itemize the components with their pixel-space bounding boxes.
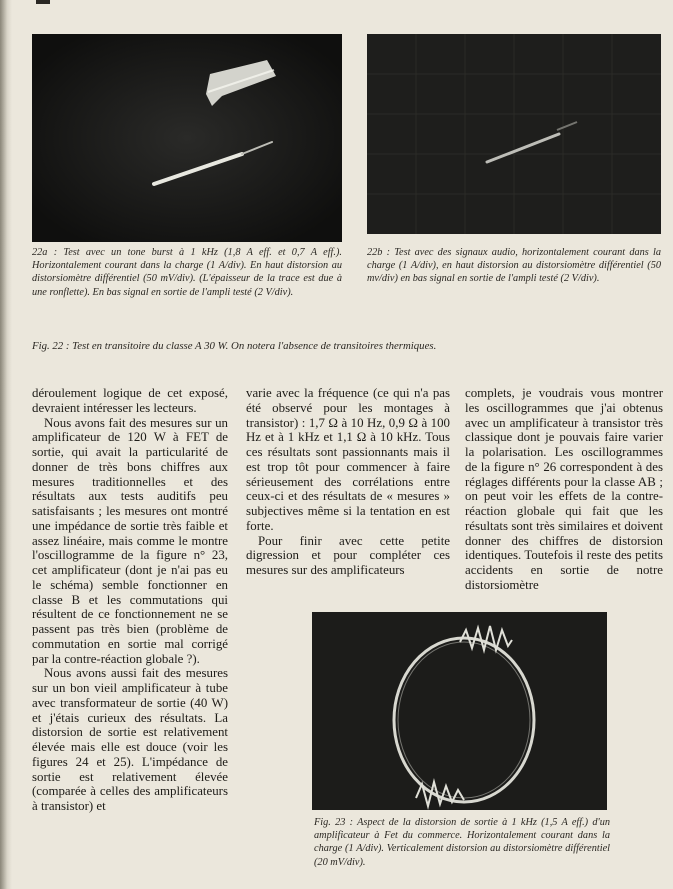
oscillogram-22a: [32, 34, 342, 242]
oscillogram-22b: [367, 34, 661, 234]
top-mark: [36, 0, 50, 4]
caption-fig23: Fig. 23 : Aspect de la distorsion de sortie à 1 kHz (1,5 A eff.) d'un amplificateur à Fet du commerce. Horizontalement courant dans la charge (1 A/div). Verticalement distorsion au distorsiomètre différentiel (20 mV/div).: [314, 817, 610, 868]
oscillogram-22a-trace: [32, 34, 342, 242]
caption-22b: 22b : Test avec des signaux audio, horizontalement courant dans la charge (1 A/div), en haut distorsion au distorsiomètre différentiel (50 mv/div) en bas signal en sortie de l'ampli testé (2 V/div).: [367, 247, 661, 285]
paragraph: Nous avons fait des mesures sur un amplificateur de 120 W à FET de sortie, qui avait la particularité de donner de très bons chiffres aux mesures traditionnelles et des résultats aux tests auditifs peu satisfaisants ; les mesures ont montré une impédance de sortie très faible et assez linéaire, mais comme le montre l'oscillogramme de la figure n° 23, cet amplificateur (dont je n'ai pas eu le schéma) semble fonctionner en classe B et les commutations qui résultent de ce fonctionnement ne se passent pas très bien (problème de commutation en sortie mal corrigé par la contre-réaction globale ?).: [32, 415, 228, 666]
caption-22a: 22a : Test avec un tone burst à 1 kHz (1,8 A eff. et 0,7 A eff.). Horizontalement courant dans la charge (1 A/div). En haut distorsion au distorsiomètre différentiel (50 mV/div). (L'épaisseur de la trace est due à une ronflette). En bas signal en sortie de l'ampli testé (2 V/div).: [32, 247, 342, 298]
paragraph: Nous avons aussi fait des mesures sur un bon vieil amplificateur à tube avec transformateur de sortie (40 W) et j'étais curieux des résultats. La distorsion de sortie est relativement élevée mais elle est douce (voir les figures 24 et 25). L'impédance de sortie est relativement élevée (comparée à celles des amplificateurs à transistor) et: [32, 666, 228, 813]
text-column-2: [246, 386, 450, 578]
paragraph: Pour finir avec cette petite digression et pour compléter ces mesures sur des amplificateurs: [246, 533, 450, 577]
oscillogram-22b-trace: [367, 34, 661, 234]
paragraph: complets, je voudrais vous montrer les oscillogrammes que j'ai obtenus avec un amplificateur à transistor très classique dont je pouvais faire varier la polarisation. Les oscillogrammes de la figure n° 26 correspondent à des réglages différents pour la classe AB ; on peut voir les effets de la contre-réaction globale qui fait que les résultats sont très similaires et doivent donner des chiffres de distorsion identiques. Toutefois il reste des petits accidents en sortie de notre distorsiomètre: [465, 386, 663, 592]
text-column-3: [465, 386, 663, 593]
page-binding-shadow: [0, 0, 12, 889]
paragraph: varie avec la fréquence (ce qui n'a pas été observé pour les montages à transistor) : 1,7 Ω à 10 Hz, 0,9 Ω à 100 Hz et à 1 kHz et 1,1 Ω à 10 kHz. Tous ces résultats sont passionnants mais il est trop tôt pour commencer à faire sérieusement des corrélations entre ceux-ci et des résultats de « mesures » subjectives même si la tentation en est forte.: [246, 386, 450, 533]
text-column-1: [32, 386, 228, 814]
oscillogram-23: [312, 612, 607, 810]
caption-fig22: Fig. 22 : Test en transitoire du classe A 30 W. On notera l'absence de transitoires thermiques.: [32, 340, 437, 352]
paragraph: déroulement logique de cet exposé, devraient intéresser les lecteurs.: [32, 386, 228, 415]
oscillogram-23-trace: [312, 612, 607, 810]
